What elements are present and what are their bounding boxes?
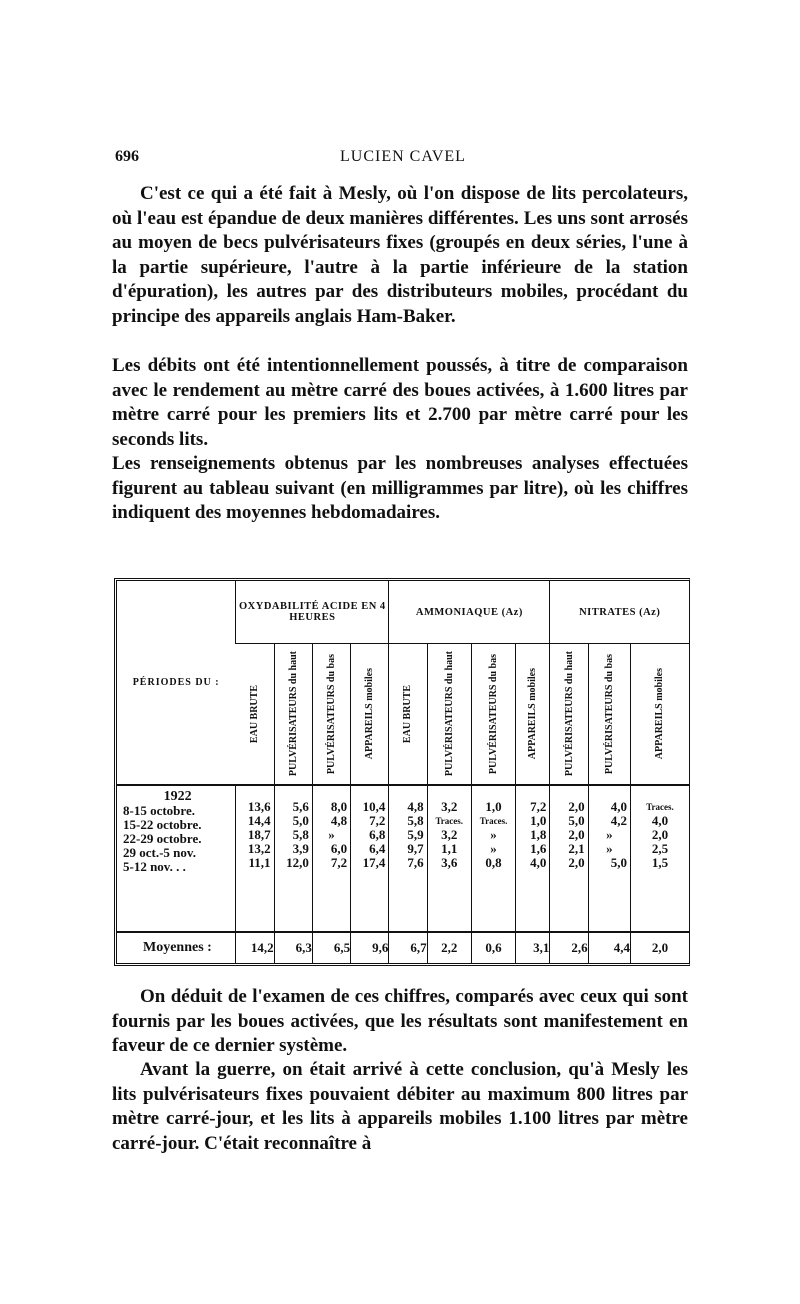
table-cell: 0,8	[485, 855, 502, 870]
table-cell: 3,2	[441, 827, 458, 842]
table-cell: 10,4	[362, 799, 386, 814]
table-cell: 6,0	[330, 841, 348, 856]
moyenne-cell: 2,2	[427, 932, 471, 963]
period-row: 5-12 nov. . .	[123, 859, 186, 874]
col-amm-eau-brute: EAU BRUTE	[389, 644, 427, 786]
table-cell: 18,7	[247, 827, 271, 842]
col-oxy-eau-brute: EAU BRUTE	[236, 644, 274, 786]
table-cell: 1,0	[530, 813, 547, 828]
ammoniaque-group-header: AMMONIAQUE (Az)	[389, 581, 550, 644]
table-cell: 4,0	[651, 813, 669, 828]
nit-bas-values	[588, 785, 630, 932]
table-cell: 9,7	[407, 841, 424, 856]
table-cell: 5,0	[292, 813, 309, 828]
oxy-eau-values	[236, 785, 274, 932]
periods-cell	[117, 785, 236, 932]
table-cell: »	[328, 827, 335, 842]
period-row: 15-22 octobre.	[123, 817, 202, 832]
period-row: 29 oct.-5 nov.	[123, 845, 196, 860]
table-cell: 7,2	[330, 855, 348, 870]
periodes-header: PÉRIODES DU :	[132, 677, 220, 688]
moyenne-cell: 14,2	[236, 932, 274, 963]
moyenne-cell: 2,0	[630, 932, 689, 963]
amm-eau-values	[389, 785, 427, 932]
table-cell: 2,0	[568, 799, 585, 814]
running-title: LUCIEN CAVEL	[340, 148, 466, 165]
col-nit-app-mobiles: APPAREILS mobiles	[630, 644, 689, 786]
amm-mob-values	[516, 785, 550, 932]
col-oxy-pulv-bas: PULVÉRISATEURS du bas	[312, 644, 350, 786]
table-cell: 5,0	[568, 813, 585, 828]
table-cell: 1,1	[441, 841, 458, 856]
table-cell: 4,8	[407, 799, 424, 814]
paragraph-3: Les renseignements obtenus par les nombreuses analyses effectuées figurent au tableau suivant (en milligrammes par litre), où les chiffres indiquent des moyennes hebdomadaires.	[112, 453, 688, 523]
moyenne-cell: 6,5	[312, 932, 350, 963]
col-amm-pulv-bas: PULVÉRISATEURS du bas	[471, 644, 515, 786]
table-cell: 4,0	[610, 799, 627, 814]
nitrates-group-header: NITRATES (Az)	[550, 581, 689, 644]
amm-bas-values	[471, 785, 515, 932]
table-cell: Traces.	[646, 802, 674, 812]
period-row: 22-29 octobre.	[123, 831, 202, 846]
table-cell: Traces.	[479, 816, 508, 826]
moyenne-cell: 6,3	[274, 932, 312, 963]
col-oxy-pulv-haut: PULVÉRISATEURS du haut	[274, 644, 312, 786]
table-cell: 14,4	[247, 813, 271, 828]
table-cell: 5,8	[292, 827, 309, 842]
page-number: 696	[115, 148, 139, 165]
table-cell: Traces.	[435, 816, 464, 826]
table-cell: 13,2	[247, 841, 271, 856]
oxy-haut-values	[274, 785, 312, 932]
moyenne-cell: 9,6	[351, 932, 389, 963]
amm-haut-values	[427, 785, 471, 932]
col-amm-app-mobiles: APPAREILS mobiles	[516, 644, 550, 786]
period-row: 8-15 octobre.	[123, 803, 195, 818]
table-cell: 7,2	[530, 799, 547, 814]
table-cell: 3,9	[292, 841, 309, 856]
table-cell: 12,0	[286, 855, 309, 870]
year-label: 1922	[163, 789, 192, 804]
table-cell: 11,1	[248, 855, 271, 870]
table-cell: 2,5	[651, 841, 669, 856]
table-cell: 4,2	[610, 813, 627, 828]
moyenne-cell: 3,1	[516, 932, 550, 963]
table-cell: »	[490, 827, 497, 842]
col-nit-pulv-haut: PULVÉRISATEURS du haut	[550, 644, 588, 786]
oxy-bas-values	[312, 785, 350, 932]
table-cell: 2,0	[568, 827, 585, 842]
table-cell: 1,5	[651, 855, 669, 870]
table-cell: 2,0	[651, 827, 669, 842]
table-cell: 3,6	[441, 855, 458, 870]
col-nit-pulv-bas: PULVÉRISATEURS du bas	[588, 644, 630, 786]
table-cell: 2,0	[568, 855, 585, 870]
table-cell: 7,2	[369, 813, 386, 828]
col-amm-pulv-haut: PULVÉRISATEURS du haut	[427, 644, 471, 786]
table-cell: 5,9	[407, 827, 424, 842]
table-cell: 6,8	[369, 827, 386, 842]
paragraph-4: On déduit de l'examen de ces chiffres, comparés avec ceux qui sont fournis par les boues activées, que les résultats sont manifestement en faveur de ce dernier système.	[112, 986, 688, 1056]
oxydabilite-group-header: OXYDABILITÉ ACIDE EN 4 HEURES	[236, 581, 389, 644]
table-cell: 8,0	[330, 799, 348, 814]
table-cell: 4,8	[330, 813, 348, 828]
moyenne-cell: 4,4	[588, 932, 630, 963]
nit-mob-values	[630, 785, 689, 932]
table-cell: 13,6	[247, 799, 271, 814]
table-cell: 5,8	[407, 813, 424, 828]
table-cell: 1,8	[530, 827, 547, 842]
paragraph-2: Les débits ont été intentionnellement poussés, à titre de comparaison avec le rendement au mètre carré des boues activées, à 1.600 litres par mètre carré pour les premiers lits et 2.700 par mètre carré pour les seconds lits.	[112, 355, 688, 450]
table-cell: 1,0	[485, 799, 502, 814]
nit-haut-values	[550, 785, 588, 932]
table-cell: »	[606, 841, 613, 856]
table-cell: 1,6	[530, 841, 547, 856]
table-cell: 2,1	[568, 841, 585, 856]
table-cell: 7,6	[407, 855, 424, 870]
moyenne-cell: 0,6	[471, 932, 515, 963]
paragraph-1: C'est ce qui a été fait à Mesly, où l'on dispose de lits percolateurs, où l'eau est épandue de deux manières différentes. Les uns sont arrosés au moyen de becs pulvérisateurs fixes (groupés en deux séries, l'une à la partie supérieure, l'autre à la partie inférieure de la station d'épuration), les autres par des distributeurs mobiles, procédant du principe des appareils anglais Ham-Baker.	[112, 183, 688, 327]
oxy-mob-values	[351, 785, 389, 932]
moyenne-cell: 2,6	[550, 932, 588, 963]
paragraph-5: Avant la guerre, on était arrivé à cette conclusion, qu'à Mesly les lits pulvérisateurs fixes pouvaient débiter au maximum 800 litres par mètre carré-jour, et les lits à appareils mobiles 1.100 litres par mètre carré-jour. C'était reconnaître à	[112, 1059, 688, 1154]
table-cell: »	[490, 841, 497, 856]
table-cell: 6,4	[369, 841, 386, 856]
results-table	[114, 578, 690, 966]
moyenne-cell: 6,7	[389, 932, 427, 963]
col-oxy-app-mobiles: APPAREILS mobiles	[351, 644, 389, 786]
table-cell: 17,4	[362, 855, 386, 870]
table-cell: 3,2	[441, 799, 458, 814]
table-cell: 5,0	[610, 855, 627, 870]
moyennes-label: Moyennes :	[117, 932, 236, 963]
table-cell: 5,6	[292, 799, 309, 814]
table-cell: »	[606, 827, 613, 842]
table-cell: 4,0	[530, 855, 547, 870]
